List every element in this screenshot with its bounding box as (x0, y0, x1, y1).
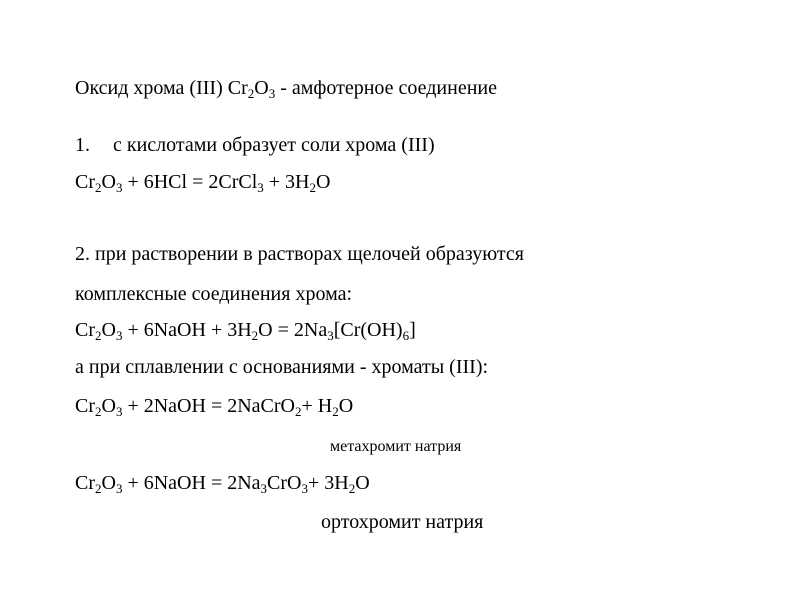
list-number: 1. (75, 134, 90, 156)
slide-title: Оксид хрома (III) $Cr_2O_3$ - амфотерное соединение (75, 77, 497, 101)
list-item-1 (75, 133, 435, 157)
list-item-2-line-2: комплексные соединения хрома: (75, 283, 353, 305)
equation-metachromite: $Cr_2O_3$ + 2NaOH = 2NaCrO$_2$+ $H_2O$ (75, 395, 354, 419)
caption-metachromite: метахромит натрия (330, 438, 462, 455)
list-item-2-line-1: 2. при растворении в растворах щелочей образуются (75, 243, 524, 265)
list-item-text: с кислотами образует соли хрома (III) (113, 134, 435, 156)
equation-orthochromite: $Cr_2O_3$ + 6NaOH = $2Na_3CrO_3+ 3H_2O$ (75, 472, 370, 496)
equation-hcl: $Cr_2O_3 + 6HCl$ = 2CrCl$_3$ + $3H_2O$ (75, 171, 331, 195)
equation-naoh-water: $Cr_2O_3$ + 6NaOH + $3H_2O = 2Na_3[Cr(OH)_6]$ (75, 319, 416, 343)
caption-orthochromite: ортохромит натрия (321, 511, 484, 533)
fusion-text: а при сплавлении с основаниями - хроматы (III): (75, 356, 489, 378)
